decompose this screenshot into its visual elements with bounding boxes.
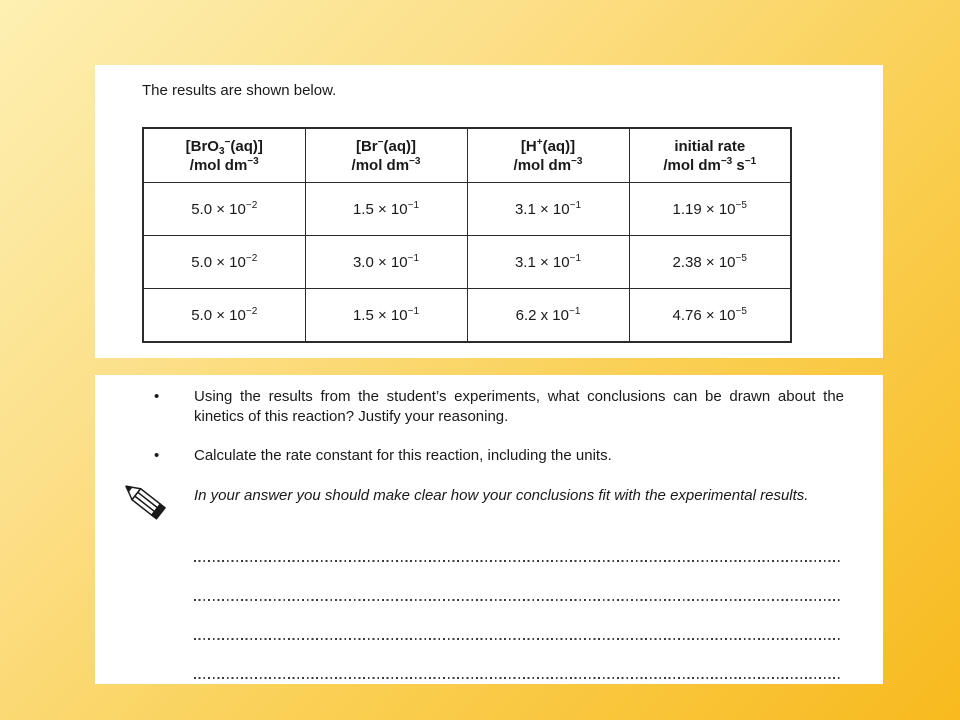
table-cell: $3.0 \times 10^{-1}$	[305, 236, 467, 289]
answer-line	[194, 599, 841, 601]
bullet-text: Using the results from the student’s experiments, what conclusions can be drawn about the kinetics of this reaction? Justify your reasoning.	[194, 388, 844, 425]
bullet-text: Calculate the rate constant for this reaction, including the units.	[194, 447, 612, 464]
table-cell: 6.2 x $10^{-1}$	[467, 289, 629, 343]
note-text: In your answer you should make clear how your conclusions fit with the experimental results.	[194, 487, 809, 504]
column-header: [BrO$_3$−(aq)] /mol $dm^{-3}$	[143, 128, 305, 183]
bullet-item-rate-constant	[154, 446, 844, 466]
results-table	[142, 127, 792, 343]
column-header: [Br−(aq)] /mol $dm^{-3}$	[305, 128, 467, 183]
results-table-header-row	[143, 128, 791, 183]
bullet-icon: •	[154, 447, 160, 464]
bullet-icon: •	[154, 388, 160, 405]
bullet-item-kinetics	[154, 387, 844, 427]
table-cell: $5.0 \times 10^{-2}$	[143, 183, 305, 236]
question-panel	[95, 375, 883, 684]
intro-text: The results are shown below.	[142, 82, 337, 99]
results-panel	[95, 65, 883, 358]
table-cell: $3.1 \times 10^{-1}$	[467, 236, 629, 289]
table-row	[143, 183, 791, 236]
column-header: [H+(aq)] /mol $dm^{-3}$	[467, 128, 629, 183]
table-cell: $5.0 \times 10^{-2}$	[143, 236, 305, 289]
table-cell: $1.5 \times 10^{-1}$	[305, 289, 467, 343]
table-cell: $4.76 \times 10^{-5}$	[629, 289, 791, 343]
table-cell: $1.19 \times 10^{-5}$	[629, 183, 791, 236]
answer-line	[194, 677, 841, 679]
table-row	[143, 236, 791, 289]
answer-lines	[194, 560, 841, 716]
answer-line	[194, 638, 841, 640]
answer-line	[194, 560, 841, 562]
table-cell: $3.1 \times 10^{-1}$	[467, 183, 629, 236]
table-row	[143, 289, 791, 343]
table-cell: $5.0 \times 10^{-2}$	[143, 289, 305, 343]
table-cell: $2.38 \times 10^{-5}$	[629, 236, 791, 289]
column-header: initial rate /mol $dm^{-3}$ $s^{-1}$	[629, 128, 791, 183]
table-cell: $1.5 \times 10^{-1}$	[305, 183, 467, 236]
results-table-body	[143, 183, 791, 343]
pencil-icon	[120, 476, 170, 526]
